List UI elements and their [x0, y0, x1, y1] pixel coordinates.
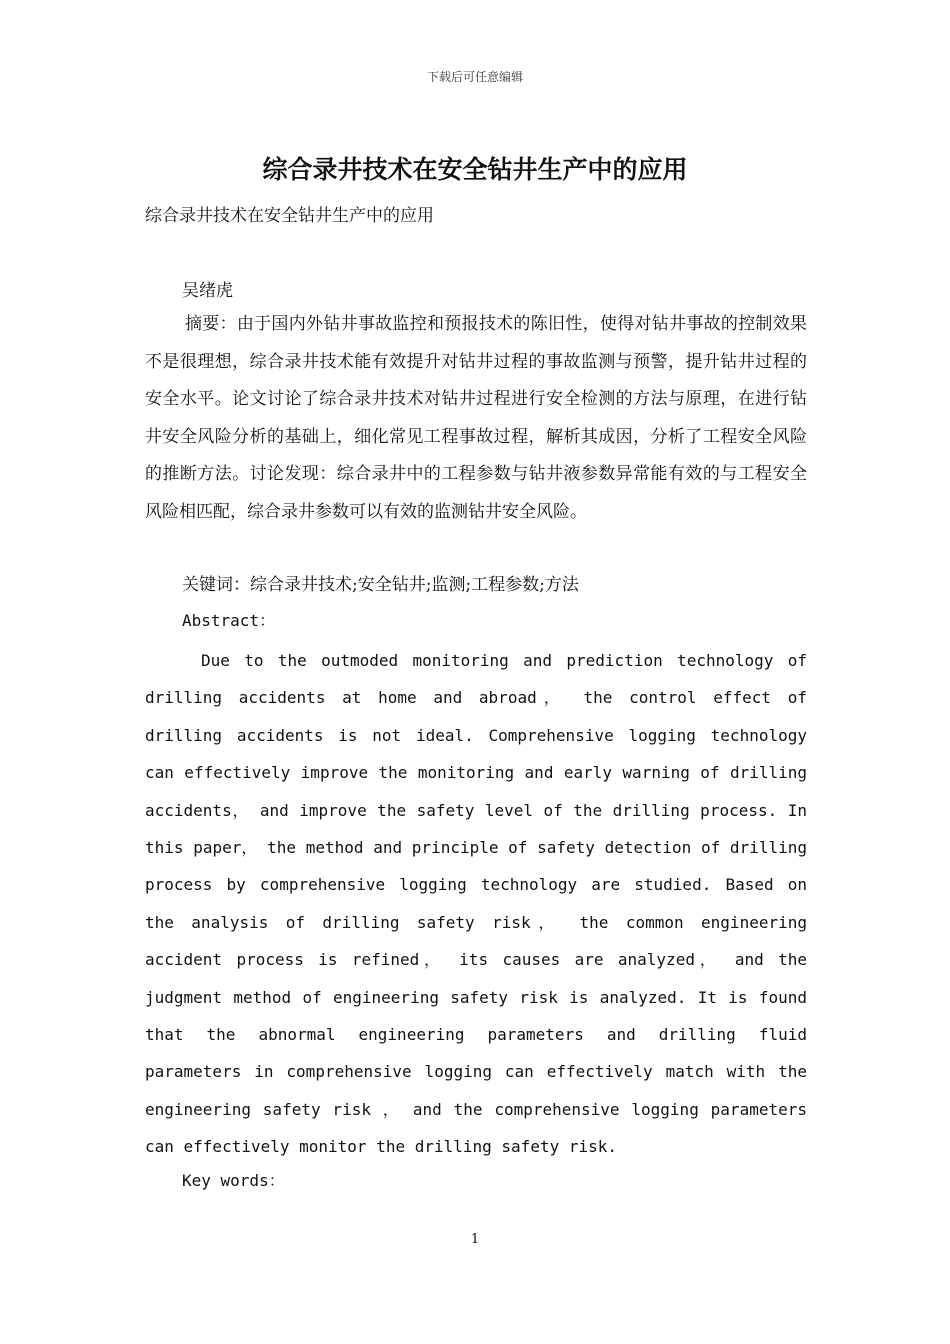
abstract-chinese: 摘要：由于国内外钻井事故监控和预报技术的陈旧性，使得对钻井事故的控制效果不是很理想，综合录井技术能有效提升对钻井过程的事故监测与预警，提升钻井过程的安全水平。论文讨论了综合录井技术对钻井过程进行安全检测的方法与原理，在进行钻井安全风险分析的基础上，细化常见工程事故过程，解析其成因，分析了工程安全风险的推断方法。讨论发现：综合录井中的工程参数与钻井液参数异常能有效的与工程安全风险相匹配，综合录井参数可以有效的监测钻井安全风险。 [145, 314, 807, 522]
document-title: 综合录井技术在安全钻井生产中的应用 [262, 155, 688, 184]
document-subtitle: 综合录井技术在安全钻井生产中的应用 [145, 206, 434, 226]
page-number: 1 [470, 1232, 480, 1247]
abstract-english-label: Abstract： [182, 611, 276, 630]
page-header-note: 下载后可任意编辑 [426, 70, 523, 84]
keywords-chinese: 关键词：综合录井技术;安全钻井;监测;工程参数;方法 [182, 575, 579, 595]
keywords-english-label: Key words： [182, 1171, 285, 1190]
abstract-english: Due to the outmoded monitoring and prediction technology of drilling accidents at home and abroad， the control effect of drilling accidents is not ideal. Comprehensive logging technology can effectively improve the monitoring and early warning of drilling accidents， and improve the safety level of the drilling process. In this paper， the method and principle of safety detection of drilling process by comprehensive logging technology are studied. Based on the analysis of drilling safety risk， the common engineering accident process is refined， its causes are analyzed， and the judgment method of engineering safety risk is analyzed. It is found that the abnormal engineering parameters and drilling fluid parameters in comprehensive logging can effectively match with the engineering safety risk ， and the comprehensive logging parameters can effectively monitor the drilling safety risk. [145, 651, 808, 1157]
author-name: 吴绪虎 [182, 281, 233, 301]
